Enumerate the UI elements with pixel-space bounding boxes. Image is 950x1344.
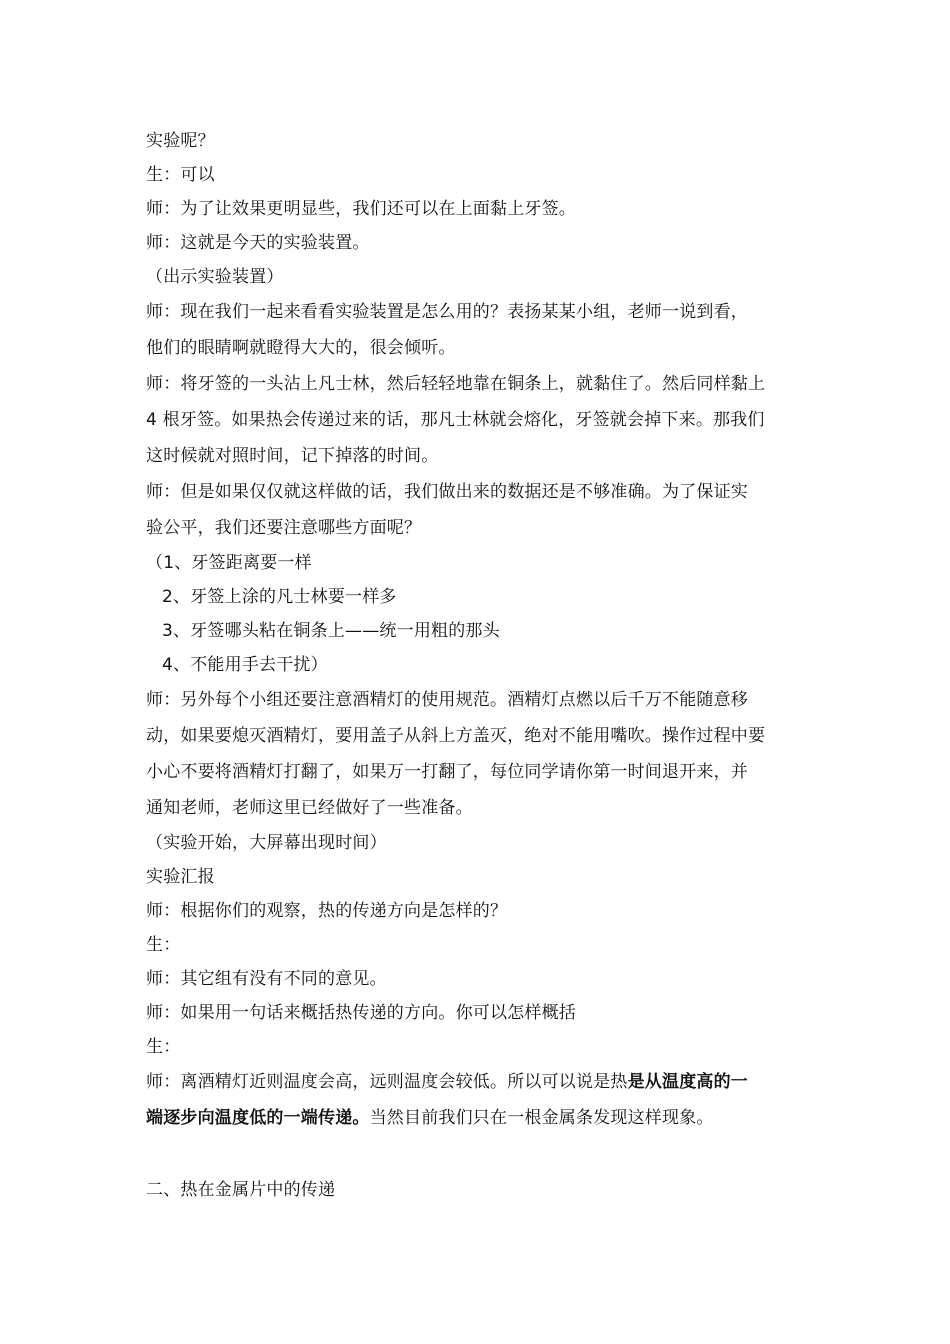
- text-line: 动，如果要熄灭酒精灯，要用盖子从斜上方盖灭，绝对不能用嘴吹。操作过程中要: [146, 726, 766, 746]
- list-item: 3、牙签哪头粘在铜条上——统一用粗的那头: [162, 621, 500, 641]
- text-line: 师：但是如果仅仅就这样做的话，我们做出来的数据还是不够准确。为了保证实: [146, 482, 748, 502]
- text-normal: 师：离酒精灯近则温度会高，远则温度会较低。所以可以说是热: [146, 1072, 628, 1092]
- text-line: 师：另外每个小组还要注意酒精灯的使用规范。酒精灯点燃以后千万不能随意移: [146, 690, 748, 710]
- text-line: （出示实验装置）: [146, 267, 284, 287]
- list-item: 4、不能用手去干扰）: [162, 655, 328, 675]
- text-line: 师：这就是今天的实验装置。: [146, 233, 370, 253]
- text-line: 4 根牙签。如果热会传递过来的话，那凡士林就会熔化，牙签就会掉下来。那我们: [146, 410, 765, 430]
- paragraph-spacer: [146, 1136, 814, 1172]
- text-line: 师：将牙签的一头沾上凡士林，然后轻轻地靠在铜条上，就黏住了。然后同样黏上: [146, 374, 766, 394]
- text-line: （实验开始，大屏幕出现时间）: [146, 833, 387, 853]
- list-item: （1、牙签距离要一样: [146, 553, 312, 573]
- text-line: 小心不要将酒精灯打翻了，如果万一打翻了，每位同学请你第一时间退开来，并: [146, 762, 748, 782]
- text-line: 他们的眼睛啊就瞪得大大的，很会倾听。: [146, 338, 456, 358]
- text-line: 师：根据你们的观察，热的传递方向是怎样的？: [146, 901, 508, 921]
- document-body: [146, 124, 814, 1208]
- text-line: 实验汇报: [146, 867, 215, 887]
- text-line: 师：如果用一句话来概括热传递的方向。你可以怎样概括: [146, 1003, 576, 1023]
- text-line: 实验呢？: [146, 131, 215, 151]
- text-line: 师：其它组有没有不同的意见。: [146, 969, 387, 989]
- list-item: 2、牙签上涂的凡士林要一样多: [162, 587, 397, 607]
- text-line: [146, 1064, 814, 1100]
- text-line: 师：为了让效果更明显些，我们还可以在上面黏上牙签。: [146, 199, 576, 219]
- text-bold: 端逐步向温度低的一端传递。: [146, 1108, 370, 1128]
- text-line: 生：: [146, 1037, 181, 1057]
- text-line: [146, 1100, 814, 1136]
- text-line: 生：可以: [146, 165, 215, 185]
- text-line: 师：现在我们一起来看看实验装置是怎么用的？表扬某某小组，老师一说到看，: [146, 302, 748, 322]
- text-line: 通知老师，老师这里已经做好了一些准备。: [146, 798, 473, 818]
- text-normal: 当然目前我们只在一根金属条发现这样现象。: [369, 1108, 714, 1128]
- text-line: 生：: [146, 935, 181, 955]
- text-bold: 是从温度高的一: [627, 1072, 749, 1092]
- text-line: 验公平，我们还要注意哪些方面呢？: [146, 518, 422, 538]
- section-heading: 二、热在金属片中的传递: [146, 1180, 336, 1200]
- text-line: 这时候就对照时间，记下掉落的时间。: [146, 446, 439, 466]
